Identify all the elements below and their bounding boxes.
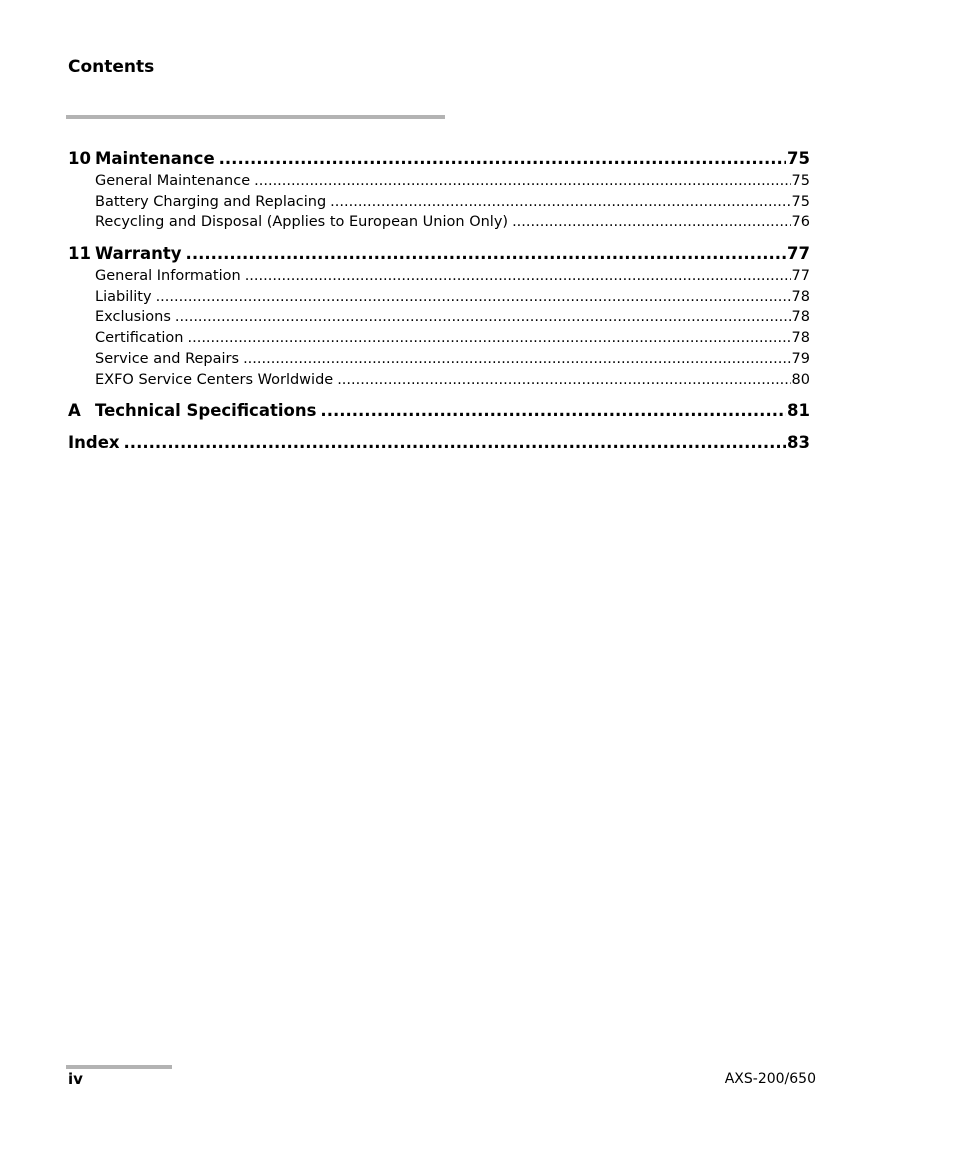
page-number: 80 bbox=[791, 371, 810, 388]
section-title: Battery Charging and Replacing bbox=[95, 193, 327, 210]
page-number: 75 bbox=[791, 173, 810, 189]
dot-leader bbox=[320, 399, 786, 423]
toc-chapter-maintenance[interactable] bbox=[68, 147, 810, 171]
appendix-letter: A bbox=[68, 401, 81, 421]
section-title: Recycling and Disposal (Applies to European Union Only) bbox=[95, 214, 509, 231]
chapter-title: Maintenance bbox=[95, 149, 215, 168]
page-number: 75 bbox=[791, 193, 810, 210]
page-number: 75 bbox=[787, 149, 810, 168]
chapter-number: 10 bbox=[68, 149, 91, 168]
toc-section-service-repairs[interactable] bbox=[68, 349, 810, 370]
page-number: 78 bbox=[791, 309, 810, 326]
toc-section-battery-charging[interactable] bbox=[68, 192, 810, 213]
toc-chapter-warranty[interactable] bbox=[68, 242, 810, 266]
footer-page-number: iv bbox=[68, 1070, 83, 1088]
page-number: 78 bbox=[791, 330, 810, 347]
chapter-number: 11 bbox=[68, 244, 91, 264]
toc-appendix-technical-specifications[interactable] bbox=[68, 399, 810, 423]
section-title: General Maintenance bbox=[95, 173, 251, 189]
spacer bbox=[68, 233, 810, 242]
spacer bbox=[68, 390, 810, 399]
page-number: 77 bbox=[791, 268, 810, 285]
chapter-title: Warranty bbox=[95, 244, 182, 264]
toc-section-general-maintenance[interactable] bbox=[68, 171, 810, 192]
dot-leader bbox=[219, 147, 786, 171]
toc-section-service-centers[interactable] bbox=[68, 370, 810, 391]
toc-section-general-information[interactable] bbox=[68, 266, 810, 287]
dot-leader bbox=[186, 242, 786, 266]
section-title: Exclusions bbox=[95, 309, 171, 326]
page-number: 81 bbox=[787, 401, 810, 421]
dot-leader bbox=[512, 212, 790, 233]
dot-leader bbox=[243, 349, 790, 370]
section-title: EXFO Service Centers Worldwide bbox=[95, 371, 334, 388]
dot-leader bbox=[175, 307, 791, 328]
table-of-contents bbox=[68, 147, 810, 455]
toc-section-liability[interactable] bbox=[68, 287, 810, 308]
dot-leader bbox=[337, 370, 790, 391]
toc-section-exclusions[interactable] bbox=[68, 307, 810, 328]
toc-index[interactable] bbox=[68, 431, 810, 455]
section-title: Liability bbox=[95, 288, 152, 305]
section-title: Service and Repairs bbox=[95, 350, 240, 367]
toc-section-recycling-disposal[interactable] bbox=[68, 212, 810, 233]
dot-leader bbox=[330, 192, 790, 213]
section-title: Certification bbox=[95, 330, 184, 347]
section-title: General Information bbox=[95, 268, 241, 285]
dot-leader bbox=[254, 171, 790, 192]
dot-leader bbox=[124, 431, 787, 455]
page-number: 76 bbox=[791, 214, 810, 231]
footer-product-name: AXS-200/650 bbox=[724, 1071, 816, 1087]
page-number: 78 bbox=[791, 288, 810, 305]
page-header-title: Contents bbox=[68, 57, 155, 77]
page-number: 79 bbox=[791, 350, 810, 367]
header-rule bbox=[66, 115, 445, 119]
chapter-title: Index bbox=[68, 433, 120, 453]
page-number: 77 bbox=[787, 244, 810, 264]
dot-leader bbox=[245, 266, 791, 287]
dot-leader bbox=[156, 287, 791, 308]
toc-section-certification[interactable] bbox=[68, 328, 810, 349]
page-number: 83 bbox=[787, 433, 810, 453]
dot-leader bbox=[188, 328, 791, 349]
footer-rule bbox=[66, 1065, 172, 1069]
spacer bbox=[68, 423, 810, 431]
chapter-title: Technical Specifications bbox=[95, 401, 317, 421]
